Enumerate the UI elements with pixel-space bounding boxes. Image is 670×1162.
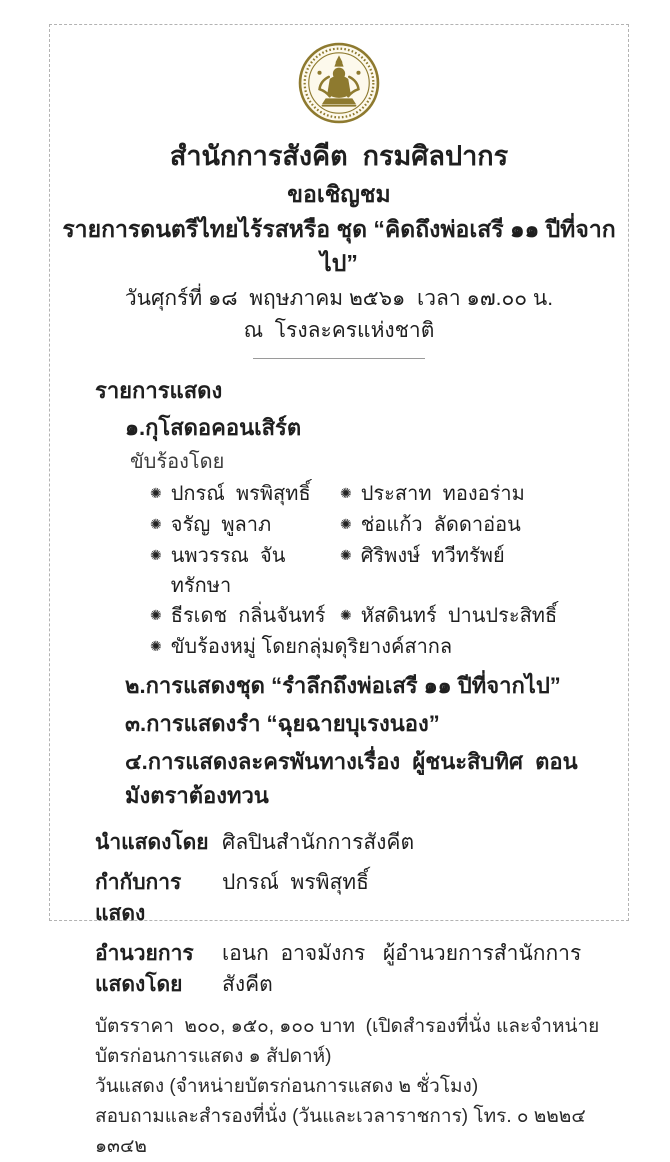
list-item [340,479,600,510]
list-item [340,510,600,541]
credit-label: นำแสดงโดย [95,831,209,854]
credit-row-director [95,867,600,929]
organization-title: สำนักการสังคีต กรมศิลปากร [169,141,509,171]
program-item-2: ๒.การแสดงชุด “รำลึกถึงพ่อเสรี ๑๑ ปีที่จากไป” [125,673,561,698]
footer-section [95,1012,600,1162]
credit-value: เอนก อาจมังกร ผู้อำนวยการสำนักการสังคีต [222,942,582,996]
contact-phone-line: สอบถามและสำรองที่นั่ง (วันและเวลาราชการ) โทร. ๐ ๒๒๒๔ ๑๓๔๒ [95,1106,591,1157]
list-item [150,541,340,601]
venue-line: ณ โรงละครแห่งชาติ [243,319,435,342]
credit-label: กำกับการแสดง [95,871,182,925]
list-item [150,601,340,632]
singer-name: ศิริพงษ์ ทวีทรัพย์ [360,545,505,567]
credit-row-performers [95,827,600,858]
list-item [150,510,340,541]
emblem-container [50,42,628,124]
dashed-cut-border [49,24,629,1157]
flower-bullet-icon: ✺ [340,607,352,623]
singer-name: หัสดินทร์ ปานประสิทธิ์ [360,605,558,627]
singer-name: ประสาท ทองอร่าม [360,483,525,505]
program-title: รายการดนตรีไทยไร้รสหรือ ชุด “คิดถึงพ่อเสรี ๑๑ ปีที่จากไป” [62,216,616,276]
flower-bullet-icon: ✺ [340,485,352,501]
credit-row-producer [95,938,600,1000]
header-divider [253,358,425,359]
singers-label: ขับร้องโดย [130,451,225,473]
ticket-price-line: บัตรราคา ๒๐๐, ๑๕๐, ๑๐๐ บาท (เปิดสำรองที่นั่ง และจำหน่ายบัตรก่อนการแสดง ๑ สัปดาห์) [95,1016,600,1067]
fine-arts-department-seal-icon [298,42,380,124]
flower-bullet-icon: ✺ [340,547,352,563]
invitation-line: ขอเชิญชม [287,181,391,207]
show-day-line: วันแสดง (จำหน่ายบัตรก่อนการแสดง ๒ ชั่วโมง) [95,1076,479,1097]
flower-bullet-icon: ✺ [150,547,162,563]
list-item [340,601,600,632]
flower-bullet-icon: ✺ [150,516,162,532]
credits-section [95,827,600,1000]
flower-bullet-icon: ✺ [150,638,162,654]
program-items [95,669,600,813]
body-column [50,375,628,1162]
flower-bullet-icon: ✺ [150,485,162,501]
credit-value: ศิลปินสำนักการสังคีต [222,831,415,854]
singer-name: นพวรรณ จันทรักษา [170,545,286,597]
singer-name: ธีรเดช กลิ่นจันทร์ [170,605,326,627]
singer-name: ช่อแก้ว ลัดดาอ่อน [360,514,521,536]
list-item [150,479,340,510]
flower-bullet-icon: ✺ [150,607,162,623]
program-list-heading: รายการแสดง [95,378,223,403]
program-item-1: ๑.กุโสดอคอนเสิร์ต [125,415,302,440]
list-item [340,541,600,601]
singer-name: ปกรณ์ พรพิสุทธิ์ [170,483,311,505]
credit-value: ปกรณ์ พรพิสุทธิ์ [222,871,369,894]
program-item-4: ๔.การแสดงละครพันทางเรื่อง ผู้ชนะสิบทิศ ตอน มังตราต้องทวน [125,749,584,808]
chorus-group-line [150,632,600,663]
singer-name: จรัญ พูลาภ [170,514,272,536]
chorus-group-text: ขับร้องหมู่ โดยกลุ่มดุริยางค์สากล [170,636,453,658]
program-item-3: ๓.การแสดงรำ “ฉุยฉายบุเรงนอง” [125,711,440,736]
credit-label: อำนวยการแสดงโดย [95,942,194,996]
show-datetime: วันศุกร์ที่ ๑๘ พฤษภาคม ๒๕๖๑ เวลา ๑๗.๐๐ น. [124,287,554,310]
singers-list [150,479,600,632]
flower-bullet-icon: ✺ [340,516,352,532]
